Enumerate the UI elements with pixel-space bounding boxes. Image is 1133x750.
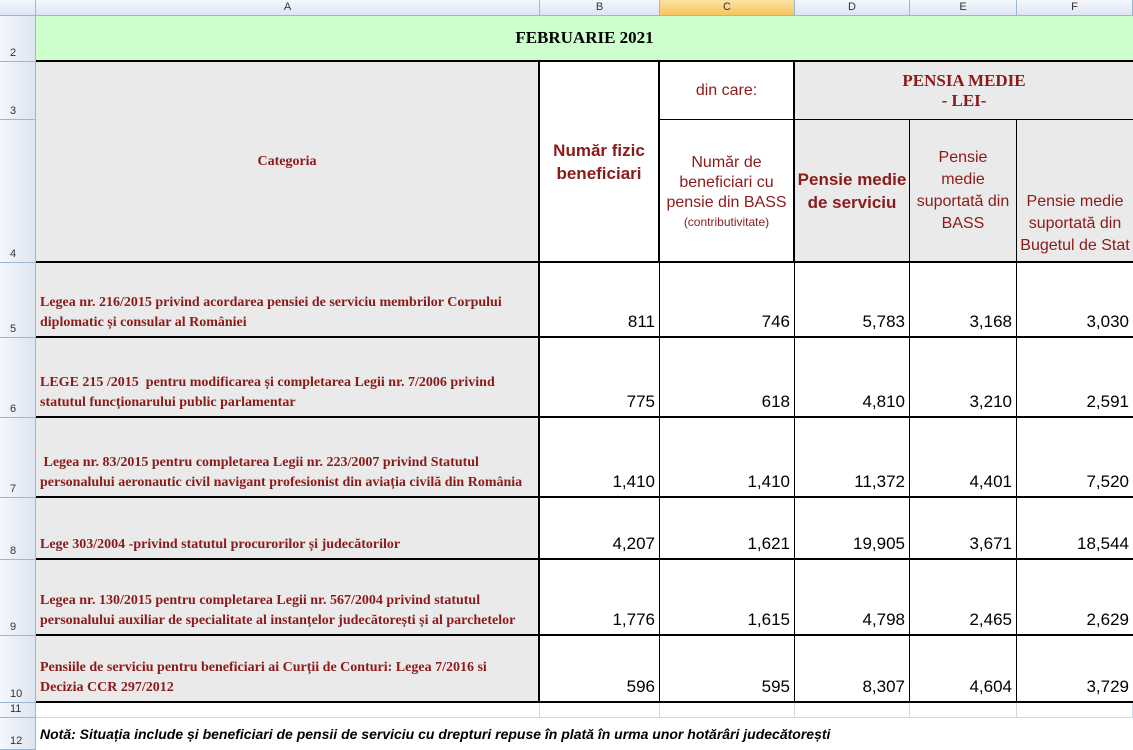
empty-cell[interactable] <box>540 703 660 718</box>
category-cell[interactable] <box>36 418 540 498</box>
value-f: 3,729 <box>1086 677 1129 696</box>
page-title: FEBRUARIE 2021 <box>515 28 654 47</box>
column-header-e[interactable]: E <box>910 0 1017 16</box>
value-c: 1,621 <box>747 534 790 553</box>
note-cell[interactable] <box>36 718 1133 750</box>
value-e: 4,604 <box>969 677 1012 696</box>
header-numar-bass-label: Număr de beneficiari cu pensie din BASS <box>666 153 787 211</box>
value-f: 2,591 <box>1086 392 1129 411</box>
value-cell-b[interactable] <box>540 636 660 703</box>
value-cell-b[interactable] <box>540 498 660 560</box>
value-b: 811 <box>627 312 655 331</box>
value-b: 596 <box>626 677 655 696</box>
category-text: Legea nr. 216/2015 privind acordarea pensiei de serviciu membrilor Corpului diplomatic și consular al României <box>40 295 506 330</box>
row-header-8[interactable]: 8 <box>0 498 36 560</box>
value-e: 3,210 <box>969 392 1012 411</box>
column-header-d[interactable]: D <box>795 0 910 16</box>
empty-cell[interactable] <box>1017 703 1133 718</box>
column-header-f[interactable]: F <box>1017 0 1133 16</box>
category-text: Legea nr. 130/2015 pentru completarea Legii nr. 567/2004 privind statutul personalului auxiliar de specialitate al instanțelor judecătorești și al parchetelor <box>40 593 516 628</box>
row-header-4[interactable]: 4 <box>0 120 36 263</box>
value-f: 18,544 <box>1077 534 1129 553</box>
value-cell-e[interactable] <box>910 636 1017 703</box>
header-pensia-medie-label: PENSIA MEDIE <box>902 70 1026 90</box>
empty-cell[interactable] <box>36 703 540 718</box>
note-text: Notă: Situația include și beneficiari de pensii de serviciu cu drepturi repuse în plată în urma unor hotărâri judecătorești <box>40 726 831 742</box>
row-header-9[interactable]: 9 <box>0 560 36 636</box>
category-cell[interactable] <box>36 338 540 418</box>
header-numar-fizic-label: Număr fizic beneficiari <box>553 140 645 183</box>
header-pensie-serviciu-label: Pensie medie de serviciu <box>797 169 907 212</box>
value-cell-d[interactable] <box>795 498 910 560</box>
value-cell-e[interactable] <box>910 338 1017 418</box>
value-cell-e[interactable] <box>910 498 1017 560</box>
column-header-a[interactable]: A <box>36 0 540 16</box>
row-header-2[interactable]: 2 <box>0 16 36 62</box>
value-cell-b[interactable] <box>540 263 660 338</box>
row-header-3[interactable]: 3 <box>0 62 36 120</box>
header-pensie-serviciu[interactable] <box>795 120 910 263</box>
value-c: 1,615 <box>747 610 790 629</box>
value-f: 7,520 <box>1086 472 1129 491</box>
category-text: Legea nr. 83/2015 pentru completarea Legii nr. 223/2007 privind Statutul personalului aeronautic civil navigant profesionist din aviația civilă din România <box>40 455 523 490</box>
category-cell[interactable] <box>36 263 540 338</box>
row-header-10[interactable]: 10 <box>0 636 36 703</box>
value-cell-c[interactable] <box>660 636 795 703</box>
value-cell-d[interactable] <box>795 636 910 703</box>
value-cell-b[interactable] <box>540 338 660 418</box>
value-cell-c[interactable] <box>660 263 795 338</box>
header-pensie-bass-label: Pensie medie suportată din BASS <box>916 148 1010 232</box>
category-text: LEGE 215 /2015 pentru modificarea și completarea Legii nr. 7/2006 privind statutul funcționarului public parlamentar <box>40 375 499 410</box>
row-header-7[interactable]: 7 <box>0 418 36 498</box>
row-header-11[interactable]: 11 <box>0 703 36 718</box>
header-categoria-label: Categoria <box>257 153 317 169</box>
value-cell-b[interactable] <box>540 560 660 636</box>
empty-cell[interactable] <box>795 703 910 718</box>
value-c: 595 <box>761 677 790 696</box>
value-b: 775 <box>626 392 655 411</box>
value-cell-d[interactable] <box>795 418 910 498</box>
header-din-care-label: din care: <box>695 81 758 99</box>
value-cell-e[interactable] <box>910 560 1017 636</box>
value-b: 1,410 <box>612 472 655 491</box>
header-categoria[interactable] <box>36 62 540 263</box>
value-cell-c[interactable] <box>660 418 795 498</box>
value-cell-d[interactable] <box>795 338 910 418</box>
category-cell[interactable] <box>36 636 540 703</box>
value-e: 4,401 <box>969 472 1012 491</box>
value-f: 2,629 <box>1086 610 1129 629</box>
value-cell-c[interactable] <box>660 498 795 560</box>
value-cell-f[interactable] <box>1017 560 1133 636</box>
value-b: 4,207 <box>612 534 655 553</box>
value-e: 3,168 <box>969 312 1012 331</box>
row-header-6[interactable]: 6 <box>0 338 36 418</box>
row-header-5[interactable]: 5 <box>0 263 36 338</box>
value-d: 4,798 <box>862 610 905 629</box>
category-text: Lege 303/2004 -privind statutul procurorilor și judecătorilor <box>40 537 401 552</box>
header-numar-fizic[interactable] <box>540 62 660 263</box>
category-cell[interactable] <box>36 560 540 636</box>
value-d: 19,905 <box>853 534 905 553</box>
header-pensia-medie[interactable] <box>795 62 1133 120</box>
header-contributivitate-label: (contributivitate) <box>683 214 770 229</box>
row-header-12[interactable]: 12 <box>0 718 36 750</box>
value-d: 5,783 <box>862 312 905 331</box>
value-cell-f[interactable] <box>1017 263 1133 338</box>
header-pensie-buget[interactable] <box>1017 120 1133 263</box>
value-cell-f[interactable] <box>1017 418 1133 498</box>
value-b: 1,776 <box>612 610 655 629</box>
empty-cell[interactable] <box>660 703 795 718</box>
title-cell[interactable] <box>36 16 1133 62</box>
column-header-b[interactable]: B <box>540 0 660 16</box>
value-cell-c[interactable] <box>660 338 795 418</box>
category-cell[interactable] <box>36 498 540 560</box>
value-cell-c[interactable] <box>660 560 795 636</box>
header-pensie-bass[interactable] <box>910 120 1017 263</box>
value-cell-d[interactable] <box>795 263 910 338</box>
select-all-corner[interactable] <box>0 0 36 16</box>
column-header-c[interactable]: C <box>660 0 795 16</box>
header-din-care[interactable] <box>660 62 795 120</box>
value-cell-d[interactable] <box>795 560 910 636</box>
value-cell-f[interactable] <box>1017 498 1133 560</box>
value-cell-f[interactable] <box>1017 636 1133 703</box>
value-d: 8,307 <box>862 677 905 696</box>
value-e: 2,465 <box>969 610 1012 629</box>
value-d: 11,372 <box>854 472 905 491</box>
value-cell-e[interactable] <box>910 418 1017 498</box>
header-numar-bass[interactable] <box>660 120 795 263</box>
empty-cell[interactable] <box>910 703 1017 718</box>
category-text: Pensiile de serviciu pentru beneficiari ai Curții de Conturi: Legea 7/2016 si Decizia CCR 297/2012 <box>40 660 494 695</box>
value-cell-e[interactable] <box>910 263 1017 338</box>
value-d: 4,810 <box>862 392 905 411</box>
header-pensie-buget-label: Pensie medie suportată din Bugetul de Stat <box>1020 193 1130 254</box>
value-c: 618 <box>761 392 790 411</box>
header-lei-label: - LEI- <box>941 90 987 110</box>
value-c: 1,410 <box>747 472 790 491</box>
value-cell-b[interactable] <box>540 418 660 498</box>
value-e: 3,671 <box>969 534 1012 553</box>
value-c: 746 <box>761 312 790 331</box>
value-cell-f[interactable] <box>1017 338 1133 418</box>
value-f: 3,030 <box>1086 312 1129 331</box>
